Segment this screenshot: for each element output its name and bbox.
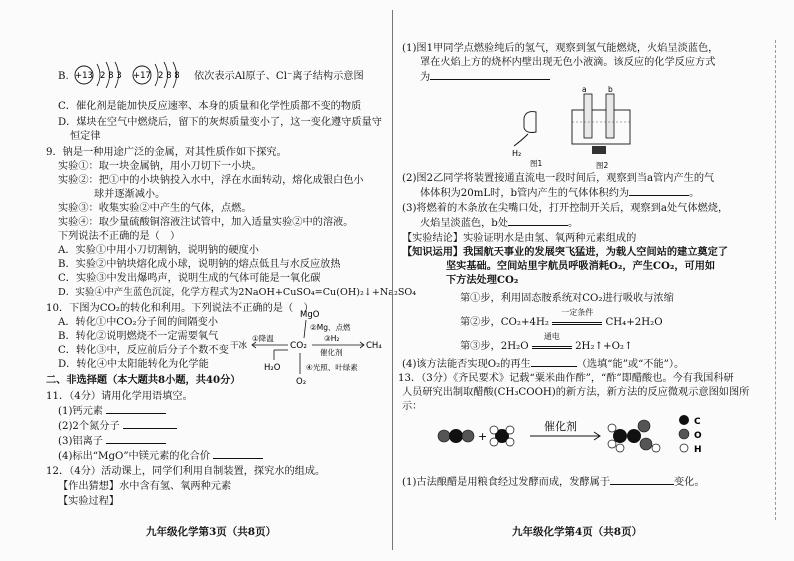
co2-conversion-diagram <box>230 308 386 388</box>
step-1: 第①步，利用固态胺系统对CO₂进行吸收与浓缩 <box>460 293 674 304</box>
p4-tail: （选填“能”或“不能”）。 <box>576 359 685 370</box>
diagram-bottom-left: H₂O <box>264 363 281 373</box>
fig2-label-b: b <box>608 85 613 94</box>
step2-condition: 一定条件 <box>561 308 594 317</box>
q13-part1-tail: 变化。 <box>674 477 705 488</box>
q11-title: 11．（4分）请用化学用语填空。 <box>46 391 193 402</box>
p2-line2-text: 体体积为20mL时，b管内产生的气体体积约为 <box>420 188 630 199</box>
q13-part1-blank[interactable] <box>610 484 674 485</box>
reactant-co2-molecule <box>438 429 474 443</box>
q12-process: 【实验过程】 <box>58 496 120 507</box>
diagram-bottom: O₂ <box>296 377 307 387</box>
p4 <box>402 358 684 371</box>
option-d-line2: 恒定律 <box>70 131 101 142</box>
knowledge-line3: 下方法处理CO₂ <box>446 274 519 286</box>
q10-option-d: D．转化④中太阳能转化为化学能 <box>58 359 209 370</box>
micro-reaction-diagram <box>434 412 734 462</box>
step3-reactants: 第③步，2H₂O <box>460 341 529 352</box>
q11-item-2 <box>58 420 177 433</box>
left-page <box>46 0 417 561</box>
diagram-right: CH₄ <box>366 341 382 351</box>
fig2-caption: 图2 <box>596 161 609 170</box>
p3-line2-text: 火焰呈淡蓝色，b处 <box>420 218 509 229</box>
column-divider <box>392 10 393 550</box>
step-2 <box>460 308 663 329</box>
p2-line2: 体体积为20mL时，b管内产生的气体体积约为 。 <box>420 188 700 199</box>
cl-shells: 2 8 8 <box>158 71 180 81</box>
step3-condition-arrow <box>532 332 572 349</box>
q9-experiment-2-line1: 实验②：把①中的小块钠投入水中，浮在水面转动，熔化成银白色小 <box>58 175 364 186</box>
al-atom-diagram <box>75 62 122 88</box>
diagram-label-4: ④光照、叶绿素 <box>306 363 358 372</box>
svg-text:+: + <box>478 430 488 443</box>
option-b-text: 依次表示Al原子、Cl⁻离子结构示意图 <box>194 71 364 82</box>
knowledge-line1: 【知识运用】我国航天事业的发展突飞猛进，为载人空间站的建立奠定了 <box>402 246 728 258</box>
beaker-icon <box>524 112 536 133</box>
diagram-left: 干冰 <box>230 341 248 351</box>
q11-blank-4[interactable] <box>213 458 263 459</box>
legend-h: H <box>694 445 702 455</box>
p1-line2: 罩在火焰上方的烧杯内壁出现无色小液滴。该反应的化学反应方式 <box>420 57 716 68</box>
q9-option-b: B．实验②中钠块熔化成小球，说明钠的熔点低且与水反应放热 <box>58 259 341 270</box>
tube-a <box>584 94 592 138</box>
al-nucleus: +13 <box>75 71 93 81</box>
tube-b <box>606 94 614 138</box>
fig2-label-a: a <box>582 85 587 94</box>
q11-blank-2[interactable] <box>123 428 177 429</box>
q9-option-a: A．实验①中用小刀切割钠，说明钠的硬度小 <box>58 245 259 256</box>
water-tank <box>572 110 630 144</box>
figure-1 <box>506 106 566 168</box>
p4-answer-blank[interactable] <box>531 366 577 367</box>
q9-experiment-3: 实验③：收集实验②中产生的气体，点燃。 <box>58 203 252 214</box>
q11-blank-3[interactable] <box>106 443 166 444</box>
experiment-conclusion: 【实验结论】实验证明水是由氢、氧两种元素组成的 <box>402 233 637 244</box>
q11-item-3-text: (3)铝离子 <box>58 436 103 447</box>
q12-guess: 【作出猜想】水中含有氢、氧两种元素 <box>58 481 232 492</box>
q10-title: 10．下图为CO₂的转化和利用。下列说法不正确的是（ ） <box>46 303 314 314</box>
product-acetic-acid-molecule <box>608 420 660 452</box>
q11-item-1 <box>58 405 166 418</box>
q13-line3: 示： <box>402 401 423 412</box>
q11-item-2-text: (2)2个氮分子 <box>58 421 120 432</box>
step3-products: 2H₂↑+O₂↑ <box>575 341 633 352</box>
diagram-label-2: ②Mg、点燃 <box>310 323 351 332</box>
al-shells: 2 8 3 <box>100 71 122 81</box>
p3-line2: 火焰呈淡蓝色，b处 。 <box>420 218 579 229</box>
p1-answer-blank[interactable] <box>430 79 550 80</box>
p1-line3-text: 为 <box>420 72 431 83</box>
atom-structure-diagrams <box>70 58 190 92</box>
step2-products: CH₄+2H₂O <box>605 317 663 328</box>
p3-line1: (3)将燃着的木条放在尖嘴口处，打开控制开关后，观察到a处气体燃烧， <box>402 203 729 214</box>
legend-c: C <box>694 417 701 427</box>
q10-option-a: A．转化①中CO₂分子间的间隔变小 <box>58 317 219 328</box>
battery-icon <box>592 146 606 154</box>
q13-line2: 人员研究出制取醋酸(CH₃COOH)的新方法，新方法的反应微观示意图如图所 <box>402 387 750 398</box>
q11-item-4 <box>58 450 263 463</box>
diagram-label-3-bottom: 催化剂 <box>320 348 343 357</box>
catalyst-label: 催化剂 <box>544 420 577 433</box>
figure-2-electrolysis <box>566 84 640 170</box>
q9-title: 9．钠是一种用途广泛的金属，对其性质作如下探究。 <box>46 147 287 158</box>
arrow-2 <box>304 320 306 338</box>
right-page <box>398 0 766 561</box>
cl-nucleus: +17 <box>133 71 151 81</box>
part2-title: 二、非选择题（本大题共8小题，共40分） <box>46 374 241 386</box>
q11-item-1-text: (1)钙元素 <box>58 406 103 417</box>
q9-option-c: C．实验③中发出爆鸣声，说明生成的气体可能是一氧化碳 <box>58 273 321 284</box>
p1-line1: (1)图1甲同学点燃验纯后的氢气，观察到氢气能燃烧，火焰呈淡蓝色， <box>402 43 719 54</box>
q9-option-d: D．实验④中产生蓝色沉淀，化学方程式为2NaOH+CuSO₄=Cu(OH)₂↓+Na₂SO₄ <box>58 287 417 298</box>
q13-part1-text: (1)古法酿醋是用粮食经过发酵而成，发酵属于 <box>402 477 610 488</box>
q9-experiment-2-line2: 球并逐渐减小。 <box>94 189 166 200</box>
q9-stem: 下列说法不正确的是（ ） <box>58 231 181 242</box>
p2-answer-blank[interactable] <box>629 195 689 196</box>
step2-reactants: 第②步，CO₂+4H₂ <box>460 317 549 328</box>
p2-line1: (2)图2乙同学将装置接通直流电一段时间后，观察到当a管内产生的气 <box>402 173 715 184</box>
fig1-caption: 图1 <box>530 159 543 168</box>
legend-o: O <box>694 431 702 441</box>
q12-title: 12．（4分）活动课上，同学们利用自制装置，探究水的组成。 <box>46 466 326 477</box>
page-footer-left: 九年级化学第3页（共8页） <box>146 526 277 538</box>
q13-part1 <box>402 476 705 489</box>
option-b-prefix: B. <box>58 71 69 82</box>
step2-condition-arrow <box>552 308 602 325</box>
atom-legend <box>679 415 702 455</box>
q11-blank-1[interactable] <box>106 413 166 414</box>
option-b <box>58 70 69 83</box>
option-c: C．催化剂是能加快反应速率、本身的质量和化学性质都不变的物质 <box>58 101 362 112</box>
fig1-gas-label: H₂ <box>512 149 522 158</box>
binding-edge <box>775 40 776 520</box>
gas-tube-icon <box>514 134 528 146</box>
knowledge-line2: 坚实基础。空间站里宇航员呼吸消耗O₂，产生CO₂，可用如 <box>446 260 716 272</box>
step3-condition: 通电 <box>543 332 560 341</box>
cl-ion-diagram <box>133 62 180 88</box>
reactant-ch4-molecule <box>490 426 514 446</box>
q13-line1: 13．（3分）《齐民要术》记载“粟米曲作酢”，“酢”即醋酸也。今有我国科研 <box>398 373 734 384</box>
q10-option-b: B．转化②说明燃烧不一定需要氧气 <box>58 331 219 342</box>
diagram-center: CO₂ <box>290 341 307 351</box>
q10-option-c: C．转化③中，反应前后分子个数不变 <box>58 345 229 356</box>
q9-experiment-4: 实验④：取少量硫酸铜溶液注试管中，加入适量实验②中的溶液。 <box>58 217 354 228</box>
diagram-top: MgO <box>300 310 320 320</box>
option-d-line1: D．煤块在空气中燃烧后，留下的灰烬质量变小了，这一变化遵守质量守 <box>58 117 382 128</box>
q11-item-4-text: (4)标出“MgO”中镁元素的化合价 <box>58 451 211 462</box>
diagram-label-3-top: ③H₂ <box>324 334 340 343</box>
diagram-label-1: ①降温 <box>252 334 274 343</box>
step-3 <box>460 332 633 353</box>
q9-experiment-1: 实验①：取一块金属钠，用小刀切下一小块。 <box>58 161 262 172</box>
page-footer-right: 九年级化学第4页（共8页） <box>512 526 643 538</box>
p3-answer-blank[interactable] <box>508 225 568 226</box>
q11-item-3 <box>58 435 166 448</box>
p4-text: (4)该方法能否实现O₂的再生 <box>402 359 531 370</box>
p1-line3 <box>420 71 550 84</box>
